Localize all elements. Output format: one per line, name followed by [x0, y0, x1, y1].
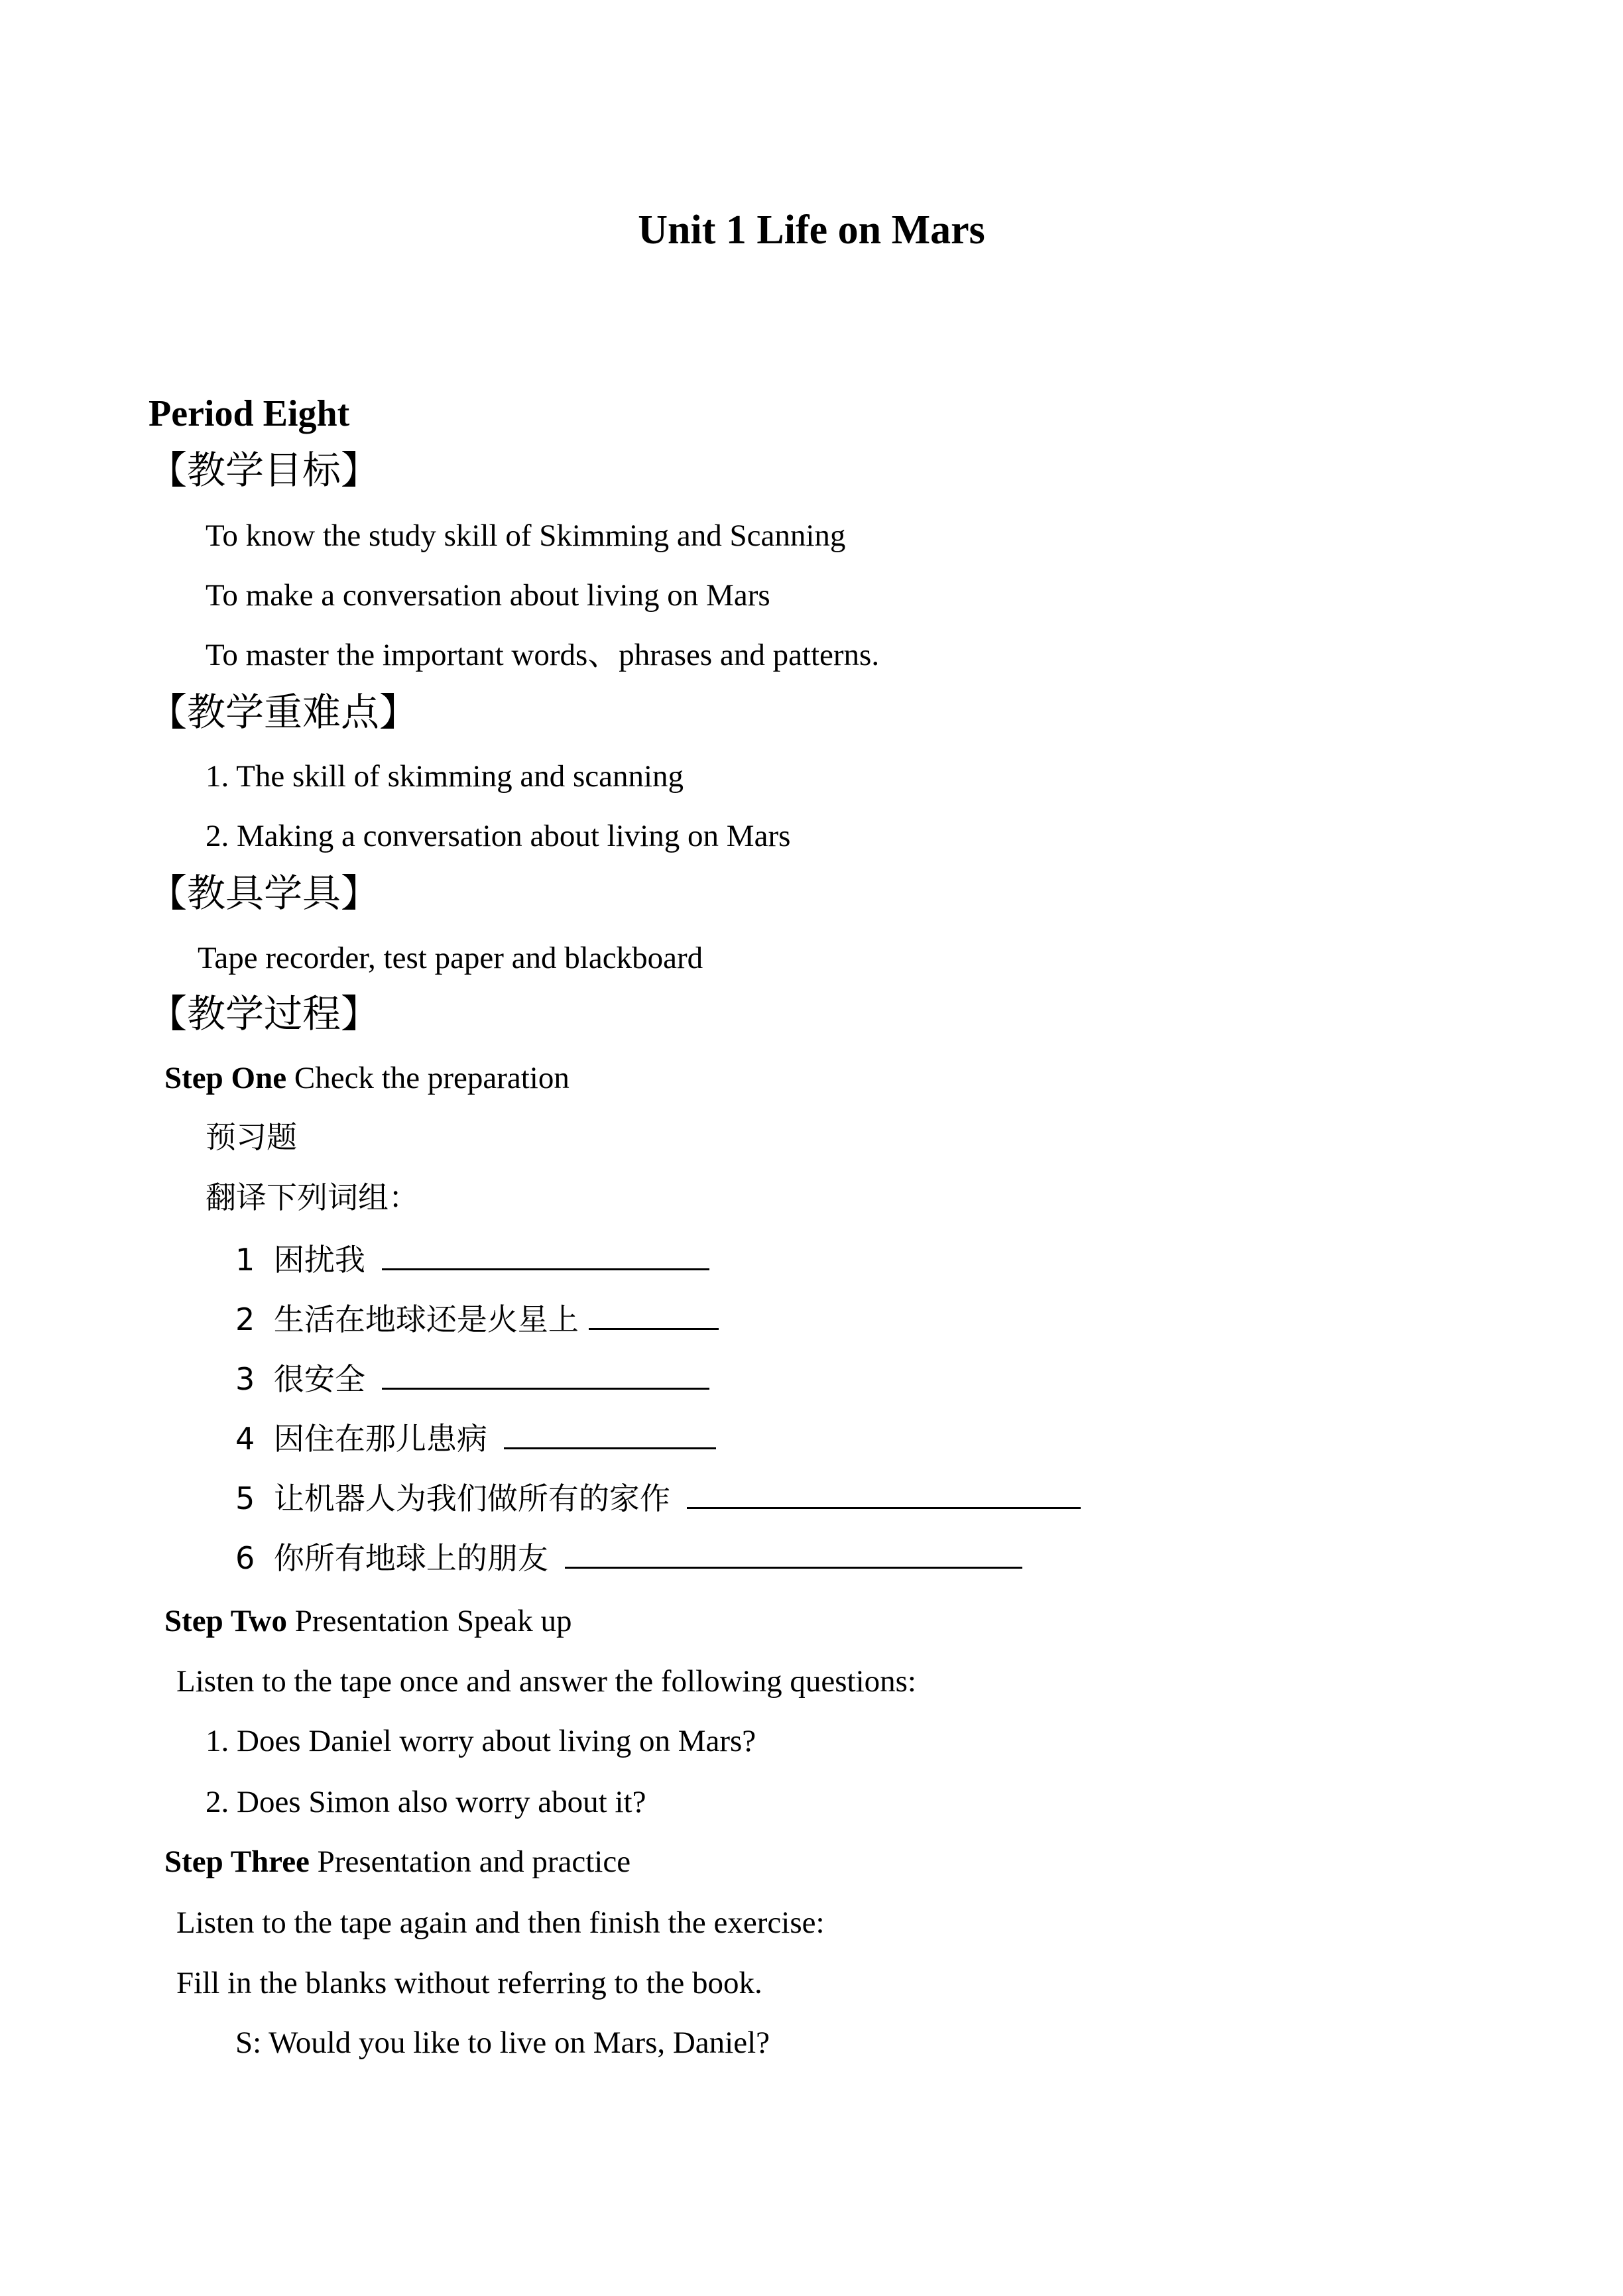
objective-item: To make a conversation about living on Mars — [206, 578, 770, 613]
answer-blank[interactable] — [589, 1301, 719, 1330]
item-number: 2 — [235, 1301, 255, 1337]
answer-blank[interactable] — [687, 1480, 1081, 1509]
question-item: 1. Does Daniel worry about living on Mars? — [206, 1724, 756, 1758]
item-text: 生活在地球还是火星上 — [273, 1301, 579, 1337]
step-one-line — [164, 1063, 570, 1094]
item-number: 5 — [235, 1480, 255, 1516]
key-point-item: 2. Making a conversation about living on Mars — [206, 819, 791, 853]
translation-item — [235, 1480, 1081, 1514]
translation-item — [235, 1540, 1022, 1576]
answer-blank[interactable] — [504, 1421, 716, 1449]
item-number: 1 — [235, 1242, 255, 1278]
step-two-line — [164, 1606, 571, 1637]
dialogue-line: S: Would you like to live on Mars, Daniel? — [235, 2025, 770, 2060]
step-three-text: Presentation and practice — [309, 1844, 631, 1879]
step-three-label: Step Three — [164, 1844, 310, 1879]
key-points-heading: 【教学重难点】 — [149, 690, 418, 735]
step-two-intro: Listen to the tape once and answer the following questions: — [176, 1664, 916, 1699]
translation-item — [235, 1421, 716, 1457]
step-two-text: Presentation Speak up — [287, 1604, 572, 1638]
item-text: 因住在那儿患病 — [273, 1421, 487, 1457]
answer-blank[interactable] — [382, 1361, 709, 1390]
step-one-sub2: 翻译下列词组： — [206, 1179, 419, 1215]
item-number: 3 — [235, 1361, 255, 1397]
item-text: 让机器人为我们做所有的家作 — [273, 1480, 670, 1516]
objective-item: To know the study skill of Skimming and Scanning — [206, 518, 846, 553]
item-number: 4 — [235, 1421, 255, 1457]
step-three-line2: Fill in the blanks without referring to the book. — [176, 1966, 762, 2000]
document-title: Unit 1 Life on Mars — [638, 208, 985, 253]
aids-text: Tape recorder, test paper and blackboard — [198, 941, 703, 975]
translation-item — [235, 1301, 719, 1335]
step-one-sub1: 预习题 — [206, 1119, 297, 1155]
process-heading: 【教学过程】 — [149, 991, 380, 1036]
step-one-text: Check the preparation — [286, 1061, 570, 1095]
item-text: 困扰我 — [273, 1242, 365, 1278]
step-one-label: Step One — [164, 1061, 287, 1095]
step-two-label: Step Two — [164, 1604, 287, 1638]
objective-item: To master the important words、phrases and patterns. — [206, 638, 880, 672]
question-item: 2. Does Simon also worry about it? — [206, 1785, 646, 1819]
item-text: 很安全 — [273, 1361, 365, 1397]
item-number: 6 — [235, 1540, 255, 1576]
aids-heading: 【教具学具】 — [149, 871, 380, 916]
step-three-line — [164, 1846, 631, 1878]
key-point-item: 1. The skill of skimming and scanning — [206, 759, 684, 794]
period-heading: Period Eight — [149, 393, 350, 434]
objectives-heading: 【教学目标】 — [149, 448, 380, 493]
answer-blank[interactable] — [565, 1540, 1022, 1569]
step-three-line1: Listen to the tape again and then finish the exercise: — [176, 1905, 825, 1940]
item-text: 你所有地球上的朋友 — [273, 1540, 548, 1576]
translation-item — [235, 1242, 709, 1278]
translation-item — [235, 1361, 709, 1397]
answer-blank[interactable] — [382, 1242, 709, 1270]
